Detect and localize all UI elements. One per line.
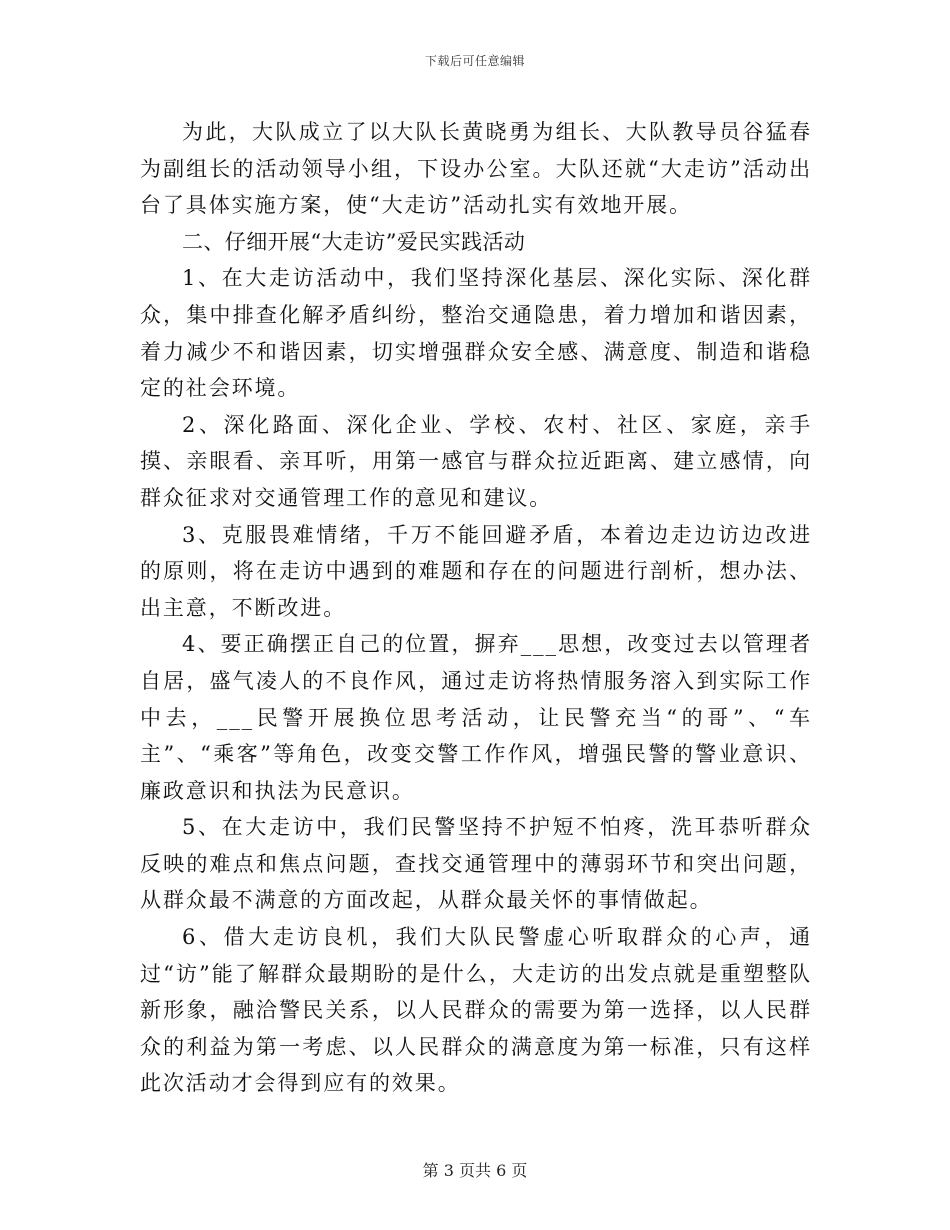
document-body <box>140 114 812 1102</box>
paragraph-item-6: 6、借大走访良机，我们大队民警虚心听取群众的心声，通过“访”能了解群众最期盼的是什么，大走访的出发点就是重塑整队新形象，融洽警民关系，以人民群众的需要为第一选择，以人民群众的利益为第一考虑、以人民群众的满意度为第一标准，只有这样此次活动才会得到应有的效果。 <box>140 925 812 1096</box>
paragraph-leadership-group: 为此，大队成立了以大队长黄晓勇为组长、大队教导员谷猛春为副组长的活动领导小组，下设办公室。大队还就“大走访”活动出台了具体实施方案，使“大走访”活动扎实有效地开展。 <box>140 120 812 218</box>
paragraph-item-3: 3、克服畏难情绪，千万不能回避矛盾，本着边走边访边改进的原则，将在走访中遇到的难题和存在的问题进行剖析，想办法、出主意，不断改进。 <box>140 522 812 620</box>
page-header-note: 下载后可任意编辑 <box>424 54 525 68</box>
paragraph-item-2: 2、深化路面、深化企业、学校、农村、社区、家庭，亲手摸、亲眼看、亲耳听，用第一感官与群众拉近距离、建立感情，向群众征求对交通管理工作的意见和建议。 <box>140 412 812 510</box>
section-heading: 二、仔细开展“大走访”爱民实践活动 <box>182 229 526 254</box>
paragraph-item-5: 5、在大走访中，我们民警坚持不护短不怕疼，洗耳恭听群众反映的难点和焦点问题，查找交通管理中的薄弱环节和突出问题，从群众最不满意的方面改起，从群众最关怀的事情做起。 <box>140 815 812 913</box>
page-number: 第 3 页共 6 页 <box>422 1161 528 1180</box>
paragraph-item-4: 4、要正确摆正自己的位置，摒弃___思想，改变过去以管理者自居，盛气凌人的不良作风，通过走访将热情服务溶入到实际工作中去，___民警开展换位思考活动，让民警充当“的哥”、“车主”、“乘客”等角色，改变交警工作作风，增强民警的警业意识、廉政意识和执法为民意识。 <box>140 632 812 803</box>
paragraph-item-1: 1、在大走访活动中，我们坚持深化基层、深化实际、深化群众，集中排查化解矛盾纠纷，整治交通隐患，着力增加和谐因素，着力减少不和谐因素，切实增强群众安全感、满意度、制造和谐稳定的社会环境。 <box>140 266 812 401</box>
